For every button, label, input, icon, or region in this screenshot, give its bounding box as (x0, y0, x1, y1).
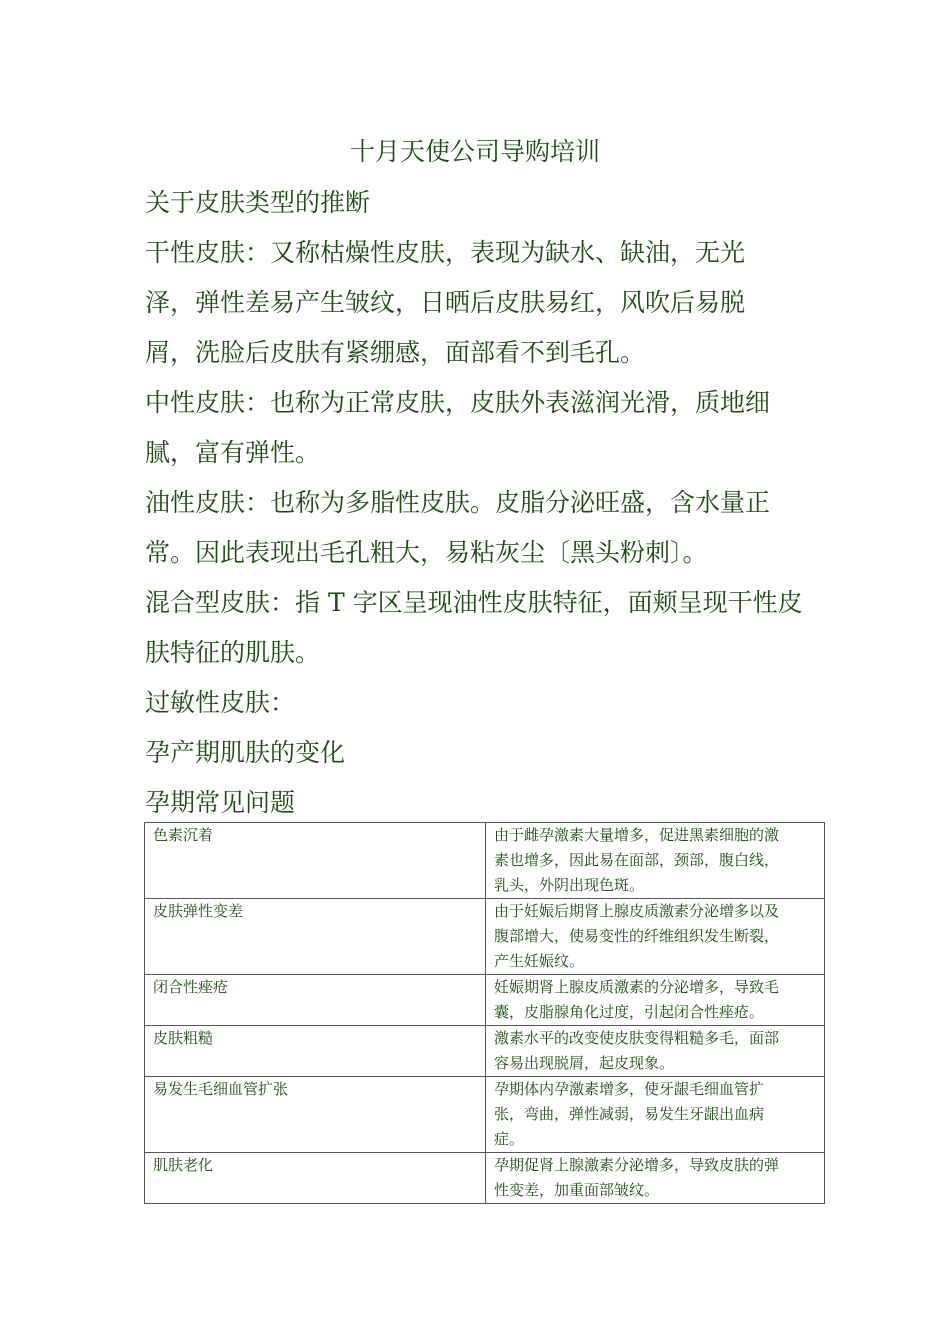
desc-line: 乳头，外阴出现色斑。 (494, 876, 645, 894)
pregnancy-heading: 孕产期肌肤的变化 (145, 738, 346, 767)
table-row (145, 899, 825, 975)
desc-line: 产生妊娠纹。 (494, 952, 585, 970)
problem-desc-cell (486, 823, 825, 899)
paragraph-dry-skin (145, 228, 825, 378)
desc-line: 容易出现脱屑，起皮现象。 (494, 1054, 675, 1072)
text-line: 肤特征的肌肤。 (145, 638, 321, 667)
problem-desc-cell (486, 1077, 825, 1153)
table-row (145, 823, 825, 899)
table-row (145, 975, 825, 1026)
common-problems-heading: 孕期常见问题 (145, 788, 296, 817)
desc-line: 由于雌孕激素大量增多，促进黑素细胞的激 (494, 826, 780, 844)
paragraph-normal-skin (145, 378, 825, 478)
table-row (145, 1153, 825, 1204)
document-body (145, 178, 825, 828)
text-line: 屑，洗脸后皮肤有紧绷感，面部看不到毛孔。 (145, 338, 646, 367)
text-line: 中性皮肤：也称为正常皮肤，皮肤外表滋润光滑，质地细 (145, 388, 771, 417)
desc-line: 激素水平的改变使皮肤变得粗糙多毛，面部 (494, 1029, 780, 1047)
text-line: 腻，富有弹性。 (145, 438, 321, 467)
page-title: 十月天使公司导购培训 (349, 137, 600, 166)
text-line: 干性皮肤：又称枯燥性皮肤，表现为缺水、缺油，无光 (145, 238, 746, 267)
problem-name-cell: 闭合性痤疮 (145, 975, 486, 1026)
desc-line: 性变差，加重面部皱纹。 (494, 1181, 660, 1199)
pregnancy-problems-table (144, 822, 825, 1204)
text-line: 泽，弹性差易产生皱纹，日晒后皮肤易红，风吹后易脱 (145, 288, 746, 317)
desc-line: 腹部增大，使易变性的纤维组织发生断裂， (494, 927, 780, 945)
problem-name-cell: 易发生毛细血管扩张 (145, 1077, 486, 1153)
desc-line: 孕期体内孕激素增多，使牙龈毛细血管扩 (494, 1080, 765, 1098)
paragraph-combination-skin (145, 578, 825, 678)
table-row (145, 1077, 825, 1153)
problem-desc-cell (486, 1153, 825, 1204)
problem-desc-cell (486, 975, 825, 1026)
text-line: 油性皮肤：也称为多脂性皮肤。皮脂分泌旺盛，含水量正 (145, 488, 771, 517)
desc-line: 由于妊娠后期肾上腺皮质激素分泌增多以及 (494, 902, 780, 920)
desc-line: 张，弯曲，弹性减弱，易发生牙龈出血病 (494, 1105, 765, 1123)
paragraph-oily-skin (145, 478, 825, 578)
problem-name-cell: 色素沉着 (145, 823, 486, 899)
text-line: 过敏性皮肤： (145, 688, 296, 717)
text-line: 常。因此表现出毛孔粗大，易粘灰尘〔黑头粉刺〕。 (145, 538, 708, 567)
desc-line: 症。 (494, 1130, 525, 1148)
desc-line: 素也增多，因此易在面部，颈部，腹白线， (494, 851, 780, 869)
problem-desc-cell (486, 1026, 825, 1077)
paragraph-sensitive-skin (145, 678, 825, 728)
desc-line: 囊，皮脂腺角化过度，引起闭合性痤疮。 (494, 1003, 765, 1021)
problem-name-cell: 皮肤弹性变差 (145, 899, 486, 975)
desc-line: 妊娠期肾上腺皮质激素的分泌增多，导致毛 (494, 978, 780, 996)
problem-desc-cell (486, 899, 825, 975)
text-line: 混合型皮肤：指 T 字区呈现油性皮肤特征，面颊呈现干性皮 (145, 588, 803, 617)
desc-line: 孕期促肾上腺激素分泌增多，导致皮肤的弹 (494, 1156, 780, 1174)
table-row (145, 1026, 825, 1077)
problem-name-cell: 肌肤老化 (145, 1153, 486, 1204)
problem-name-cell: 皮肤粗糙 (145, 1026, 486, 1077)
section-heading: 关于皮肤类型的推断 (145, 188, 371, 217)
